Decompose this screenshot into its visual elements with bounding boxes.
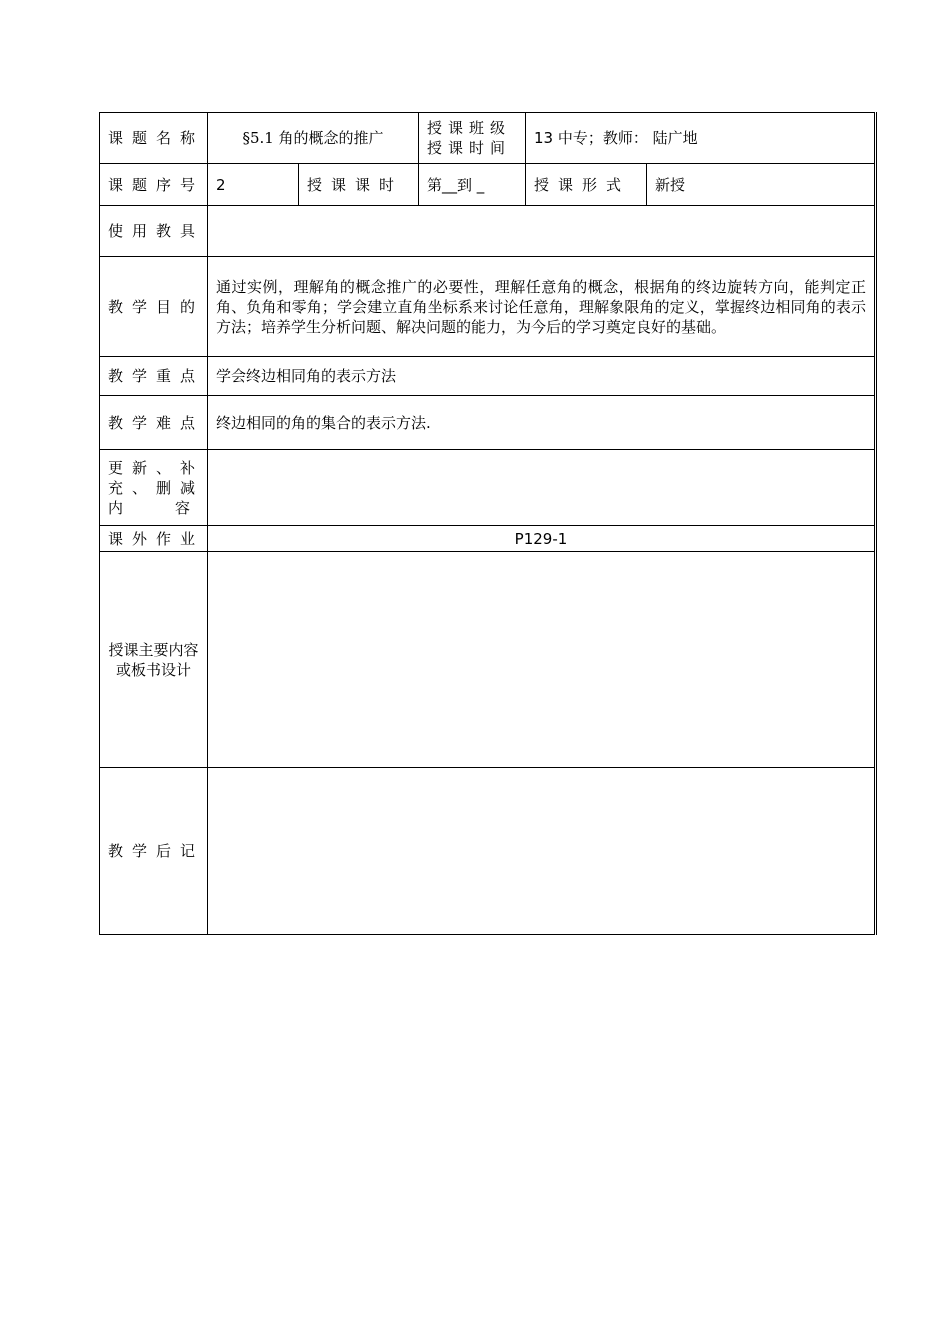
row-title (100, 113, 876, 164)
row-reflection (100, 768, 876, 935)
value-sequence: 2 (208, 164, 299, 206)
label-difficulty: 教学难点 (100, 396, 208, 450)
row-homework (100, 526, 876, 552)
label-form: 授课形式 (526, 164, 647, 206)
label-class: 授课班级 (427, 119, 512, 137)
row-objectives (100, 257, 876, 357)
value-reflection (208, 768, 876, 935)
label-topic-name: 课题名称 (100, 113, 208, 164)
value-key-point: 学会终边相同角的表示方法 (208, 357, 876, 396)
row-tools (100, 206, 876, 257)
value-topic-name: §5.1 角的概念的推广 (208, 113, 419, 164)
label-update-line-1: 更新、补 (108, 458, 205, 477)
label-update-part-a: 内 (108, 498, 133, 517)
row-sequence (100, 164, 876, 206)
value-difficulty: 终边相同的角的集合的表示方法. (208, 396, 876, 450)
row-main-content (100, 552, 876, 768)
label-main-content: 授课主要内容或板书设计 (100, 552, 208, 768)
value-class-teacher: 13 中专；教师： 陆广地 (526, 113, 876, 164)
row-difficulty (100, 396, 876, 450)
value-tools (208, 206, 876, 257)
row-key-point (100, 357, 876, 396)
label-objectives: 教学目的 (100, 257, 208, 357)
value-update (208, 450, 876, 526)
value-period: 第__到 _ (419, 164, 526, 206)
label-update (100, 450, 208, 526)
value-form: 新授 (647, 164, 876, 206)
label-update-part-b: 容 (174, 498, 199, 517)
value-objectives: 通过实例，理解角的概念推广的必要性，理解任意角的概念，根据角的终边旋转方向，能判定正角、负角和零角；学会建立直角坐标系来讨论任意角，理解象限角的定义，掌握终边相同角的表示方法；培养学生分析问题、解决问题的能力，为今后的学习奠定良好的基础。 (208, 257, 876, 357)
label-update-line-2: 充、删减 (108, 478, 205, 497)
label-period: 授课课时 (299, 164, 419, 206)
label-key-point: 教学重点 (100, 357, 208, 396)
label-update-line-3 (108, 498, 199, 518)
label-class-time (419, 113, 526, 164)
label-homework: 课外作业 (100, 526, 208, 552)
lesson-plan-table (99, 112, 877, 935)
value-homework: P129-1 (208, 526, 876, 552)
row-update (100, 450, 876, 526)
label-sequence: 课题序号 (100, 164, 208, 206)
label-tools: 使用教具 (100, 206, 208, 257)
value-main-content (208, 552, 876, 768)
label-time: 授课时间 (427, 139, 512, 157)
label-reflection: 教学后记 (100, 768, 208, 935)
